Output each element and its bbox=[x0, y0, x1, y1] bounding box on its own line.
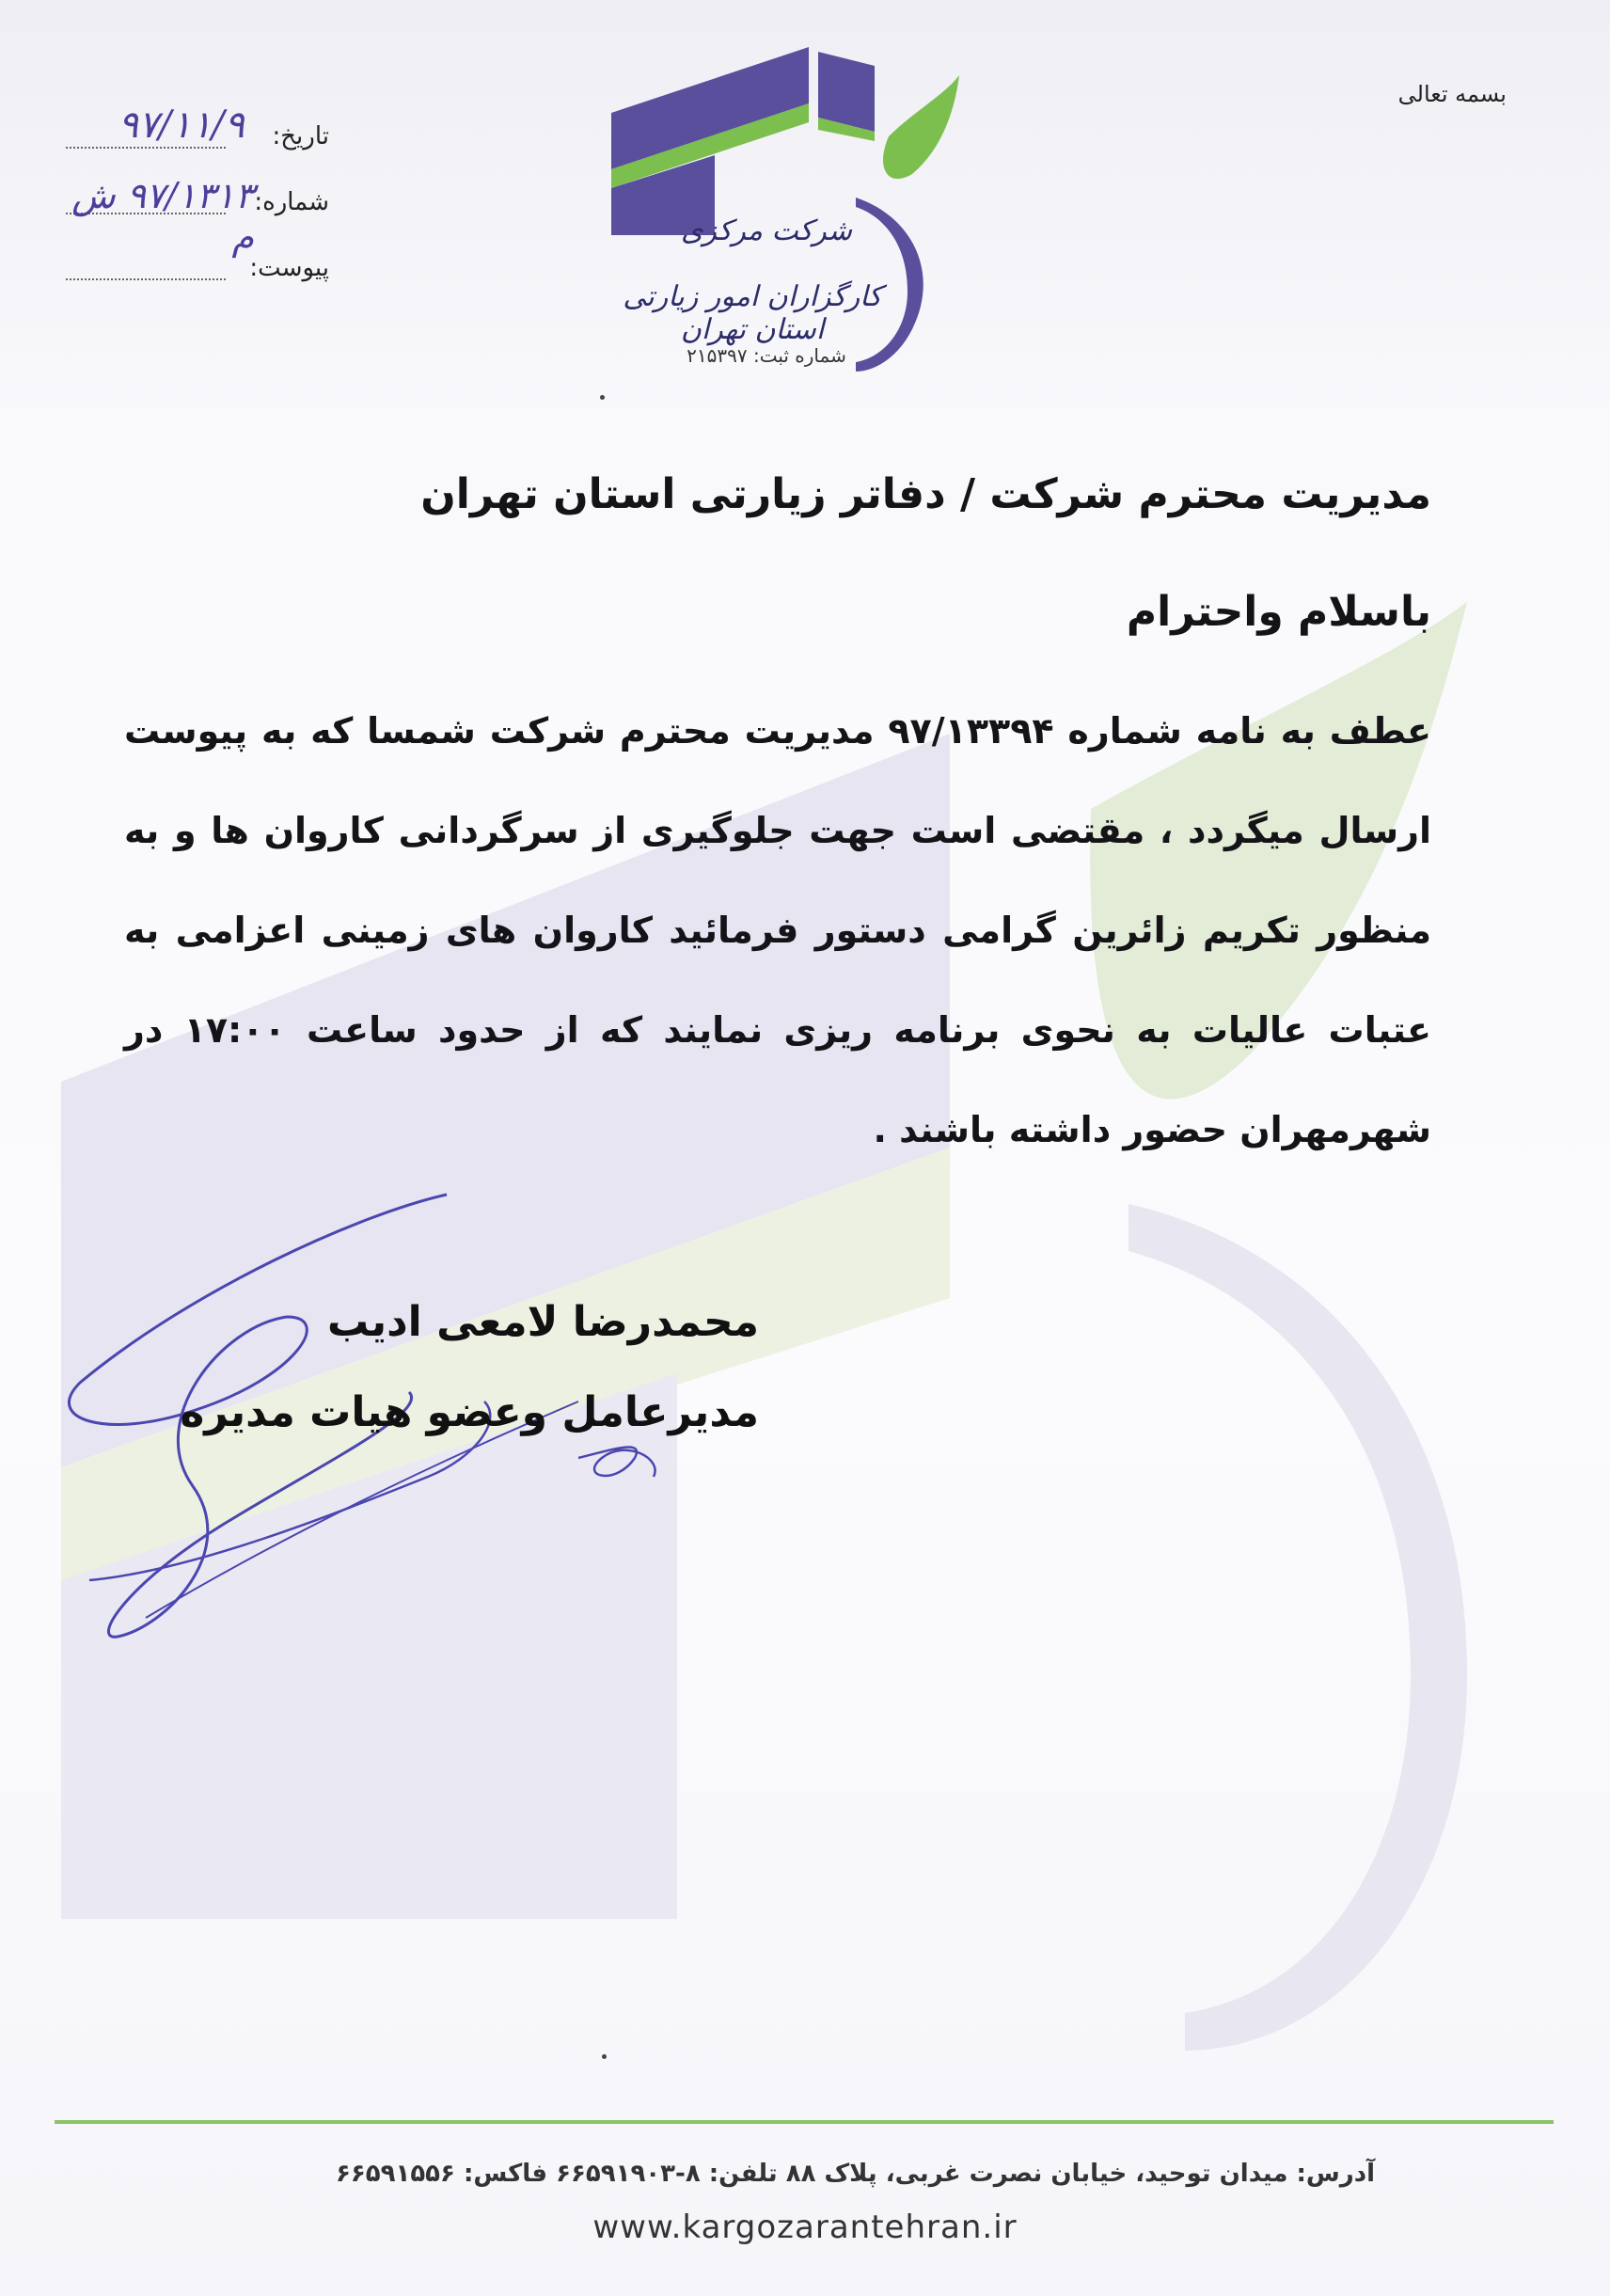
attachment-label: پیوست: bbox=[249, 254, 329, 282]
letter-body: عطف به نامه شماره ۹۷/۱۳۳۹۴ مدیریت محترم شرکت شمسا که به پیوست ارسال میگردد ، مقتضی است جهت جلوگیری از سرگردانی کاروان ها و به منظور تکریم زائرین گرامی دستور فرمائید کاروان های زمینی اعزامی به عتبات عالیات به نحوی برنامه ریزی نمایند که از حدود ساعت ۱۷:۰۰ در شهرمهران حضور داشته باشند . bbox=[124, 710, 1431, 1150]
signer-name: محمدرضا لامعی ادیب bbox=[327, 1298, 759, 1346]
signer-title: مدیرعامل وعضو هیات مدیره bbox=[180, 1388, 759, 1436]
footer-website[interactable]: www.kargozarantehran.ir bbox=[592, 2209, 1018, 2246]
date-row bbox=[56, 103, 329, 169]
logo-line2: کارگزاران امور زیارتی استان تهران bbox=[623, 280, 882, 346]
number-row bbox=[56, 169, 329, 258]
letter-addressee: مدیریت محترم شرکت / دفاتر زیارتی استان تهران bbox=[420, 470, 1431, 518]
footer-divider bbox=[55, 2120, 1554, 2124]
bismillah-text: بسمه تعالی bbox=[1397, 81, 1507, 107]
footer-address: آدرس: میدان توحید، خیابان نصرت غربی، پلاک ۸۸ تلفن: ۸-۶۶۵۹۱۹۰۳ فاکس: ۶۶۵۹۱۵۵۶ bbox=[335, 2160, 1375, 2188]
date-label: تاریخ: bbox=[272, 122, 329, 150]
logo-line1: شرکت مرکزی bbox=[681, 214, 852, 247]
number-value: ۹۷/۱۳۱۳ ش م bbox=[71, 175, 254, 258]
letter-greeting: باسلام واحترام bbox=[1126, 588, 1431, 636]
attachment-row bbox=[56, 235, 329, 301]
punch-mark bbox=[600, 395, 605, 400]
registration-number: شماره ثبت: ۲۱۵۳۹۷ bbox=[687, 344, 846, 367]
date-dotted-line bbox=[66, 147, 226, 149]
attachment-dotted-line bbox=[66, 278, 226, 280]
number-label: شماره: bbox=[254, 188, 329, 216]
date-value: ۹۷/۱۱/۹ bbox=[118, 103, 245, 147]
punch-mark bbox=[602, 2054, 607, 2059]
letter-meta bbox=[56, 103, 329, 301]
